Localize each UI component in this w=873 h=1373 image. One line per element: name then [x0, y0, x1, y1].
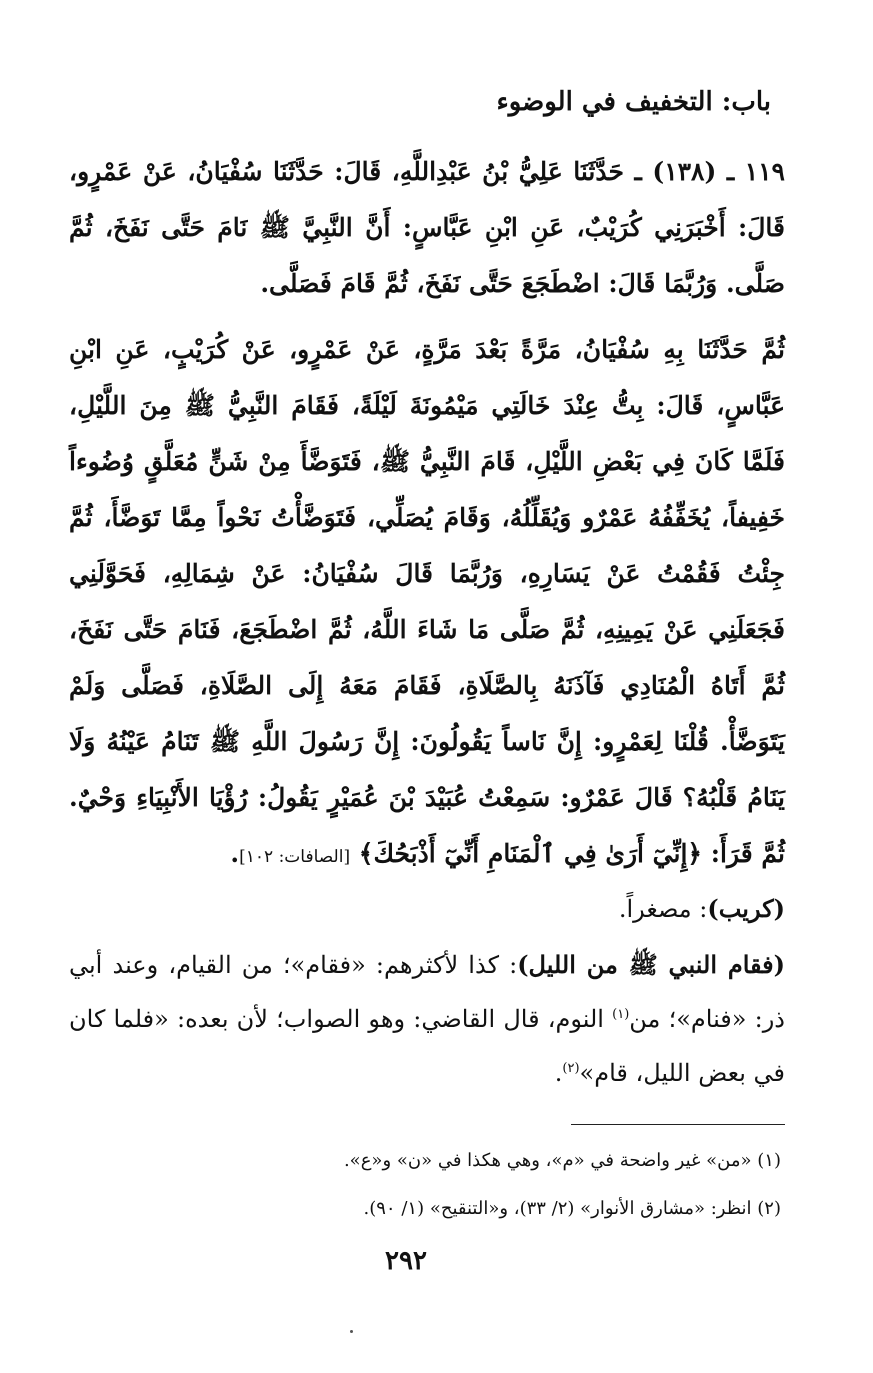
quran-citation: [الصافات: ١٠٢] — [239, 847, 351, 867]
footnote-2 — [81, 1194, 781, 1224]
hadith-text — [69, 144, 785, 312]
footnote-marker-2: (٢) — [757, 1198, 781, 1219]
footnote-text-2: انظر: «مشارق الأنوار» (٢/ ٣٣)، و«التنقيح» (١/ ٩٠). — [363, 1198, 752, 1219]
hadith-chain-text: ثُمَّ حَدَّثَنَا بِهِ سُفْيَانُ، مَرَّةً بَعْدَ مَرَّةٍ، عَنْ عَمْرٍو، عَنْ كُرَيْبٍ، عَنِ ابْنِ عَبَّاسٍ، قَالَ: بِتُّ عِنْدَ خَالَتِي مَيْمُونَةَ لَيْلَةً، فَقَامَ النَّبِيُّ ﷺ مِنَ اللَّيْلِ، فَلَمَّا كَانَ فِي بَعْضِ اللَّيْلِ، قَامَ النَّبِيُّ ﷺ، فَتَوَضَّأَ مِنْ شَنٍّ مُعَلَّقٍ وُضُوءاً خَفِيفاً، يُخَفِّفُهُ عَمْرٌو وَيُقَلِّلُهُ، وَقَامَ يُصَلِّي، فَتَوَضَّأْتُ نَحْواً مِمَّا تَوَضَّأَ، ثُمَّ جِئْتُ فَقُمْتُ عَنْ يَسَارِهِ، وَرُبَّمَا قَالَ سُفْيَانُ: عَنْ شِمَالِهِ، فَحَوَّلَنِي فَجَعَلَنِي عَنْ يَمِينِهِ، ثُمَّ صَلَّى مَا شَاءَ اللَّهُ، ثُمَّ اضْطَجَعَ، فَنَامَ حَتَّى نَفَخَ، ثُمَّ أَتَاهُ الْمُنَادِي فَآذَنَهُ بِالصَّلَاةِ، فَقَامَ مَعَهُ إِلَى الصَّلَاةِ، فَصَلَّى وَلَمْ يَتَوَضَّأْ. قُلْنَا لِعَمْرٍو: إِنَّ نَاساً يَقُولُونَ: إِنَّ رَسُولَ اللَّهِ ﷺ تَنَامُ عَيْنُهُ وَلَا يَنَامُ قَلْبُهُ؟ قَالَ عَمْرٌو: سَمِعْتُ عُبَيْدَ بْنَ عُمَيْرٍ يَقُولُ: رُؤْيَا الأَنْبِيَاءِ وَحْيٌ. ثُمَّ قَرَأَ: ﴿إِنِّيٓ أَرَىٰ فِي ٱلْمَنَامِ أَنِّيٓ أَذْبَحُكَ﴾ — [69, 335, 785, 868]
footnote-1 — [81, 1146, 781, 1176]
commentary-text-1: : مصغراً. — [618, 895, 708, 923]
commentary-text-2a: : كذا لأكثرهم: «فقام»؛ من القيام، وعند أبي ذر: «فنام»؛ من — [69, 951, 785, 1033]
footnote-divider — [571, 1124, 785, 1125]
page-number: ٢٩٢ — [385, 1246, 427, 1276]
footnote-ref-2: (٢) — [562, 1061, 580, 1076]
scan-speck — [350, 1330, 353, 1333]
footnote-text-1: «من» غير واضحة في «م»، وهي هكذا في «ن» و«ع». — [343, 1150, 752, 1171]
chapter-heading: باب: التخفيف في الوضوء — [496, 87, 771, 117]
footnote-ref-1: (١) — [612, 1007, 630, 1022]
hadith-main-text: ١١٩ ـ (١٣٨) ـ حَدَّثَنَا عَلِيُّ بْنُ عَبْدِاللَّهِ، قَالَ: حَدَّثَنَا سُفْيَانُ، عَنْ عَمْرٍو، قَالَ: أَخْبَرَنِي كُرَيْبٌ، عَنِ ابْنِ عَبَّاسٍ: أَنَّ النَّبِيَّ ﷺ نَامَ حَتَّى نَفَخَ، ثُمَّ صَلَّى. وَرُبَّمَا قَالَ: اضْطَجَعَ حَتَّى نَفَخَ، ثُمَّ قَامَ فَصَلَّى. — [69, 157, 785, 298]
commentary-term-2: (فقام النبي ﷺ من الليل) — [517, 950, 785, 979]
commentary-term-1: (كريب) — [707, 894, 785, 923]
commentary-end-mark: . — [554, 1059, 563, 1087]
hadith-chain-paragraph — [69, 322, 785, 885]
footnote-marker-1: (١) — [757, 1150, 781, 1171]
hadith-end-mark: . — [230, 839, 240, 868]
commentary-note-2 — [69, 938, 785, 1100]
commentary-text-2b: النوم، قال القاضي: وهو الصواب؛ لأن بعده: «فلما كان في بعض الليل، قام» — [69, 1005, 785, 1087]
commentary-note-1 — [69, 882, 785, 936]
